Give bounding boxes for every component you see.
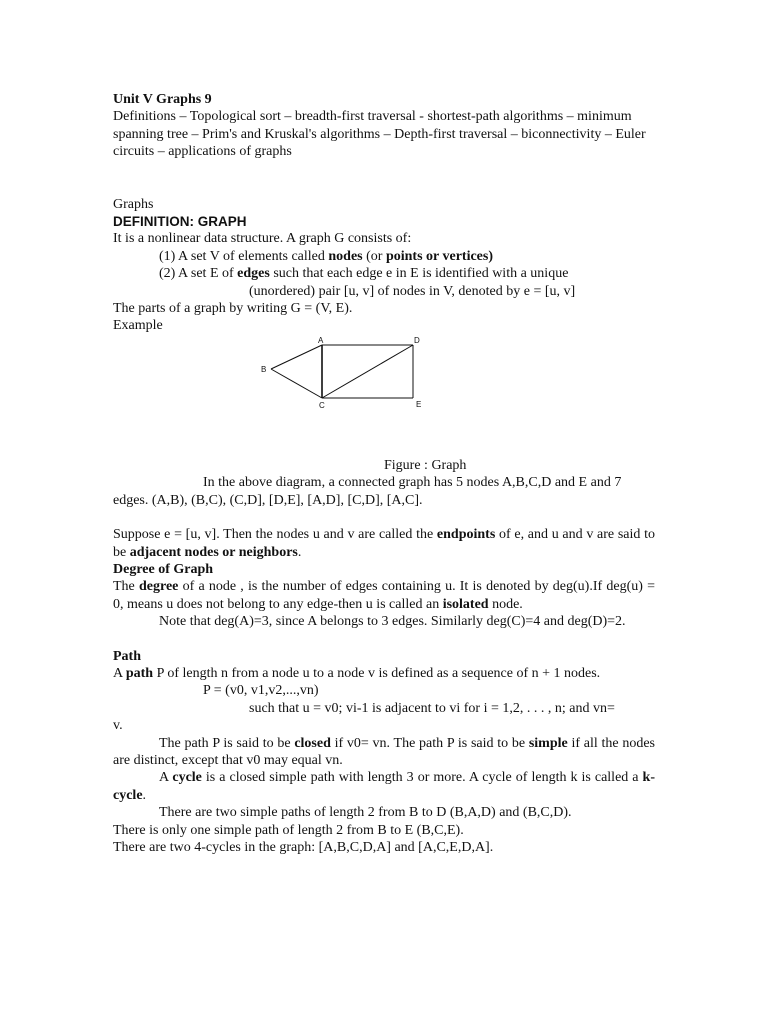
- unit-title: Unit V Graphs 9: [113, 92, 212, 107]
- node-label-a: A: [318, 335, 324, 345]
- definition-heading: DEFINITION: GRAPH: [113, 214, 247, 230]
- graph-diagram: [258, 335, 438, 415]
- closed-paragraph: The path P is said to be closed if v0= vn. The path P is said to be simple if all the nodes are distinct, except that v0 may equal vn.: [113, 735, 656, 768]
- node-label-c: C: [319, 400, 325, 410]
- degree-note: Note that deg(A)=3, since A belongs to 3 edges. Similarly deg(C)=4 and deg(D)=2.: [159, 614, 626, 630]
- node-label-b: B: [261, 364, 267, 374]
- list-item-2: (2) A set E of edges such that each edge e in E is identified with a unique: [159, 266, 569, 282]
- edge-b-c: [271, 369, 322, 398]
- list-item-2-continued: (unordered) pair [u, v] of nodes in V, denoted by e = [u, v]: [249, 283, 576, 299]
- parts-text: The parts of a graph by writing G = (V, E).: [113, 301, 353, 317]
- node-label-e: E: [416, 399, 422, 409]
- path-heading: Path: [113, 648, 141, 664]
- four-cycles-text: There are two 4-cycles in the graph: [A,B,C,D,A] and [A,C,E,D,A].: [113, 840, 494, 855]
- list-item-1: (1) A set V of elements called nodes (or points or vertices): [159, 248, 494, 264]
- degree-paragraph: The degree of a node , is the number of edges containing u. It is denoted by deg(u).If deg(u) = 0, means u does not belong to any edge-then u is called an isolated node.: [113, 579, 656, 612]
- section-label: Graphs: [113, 196, 154, 212]
- diagram-text-1: In the above diagram, a connected graph has 5 nodes A,B,C,D and E and 7: [203, 475, 622, 491]
- example-label: Example: [113, 318, 163, 334]
- graph-figure: [113, 335, 655, 457]
- two-paths-text: There are two simple paths of length 2 from B to D (B,A,D) and (B,C,D).: [159, 805, 572, 821]
- intro-text: It is a nonlinear data structure. A graph G consists of:: [113, 231, 412, 247]
- path-formula: P = (v0, v1,v2,...,vn): [203, 683, 319, 699]
- path-definition: A path P of length n from a node u to a node v is defined as a sequence of n + 1 nodes.: [113, 665, 601, 681]
- path-condition: such that u = v0; vi-1 is adjacent to vi for i = 1,2, . . . , n; and vn=: [249, 700, 615, 716]
- endpoints-paragraph: Suppose e = [u, v]. Then the nodes u and v are called the endpoints of e, and u and v are said to be adjacent nodes or neighbors.: [113, 527, 655, 560]
- edge-a-b: [271, 345, 322, 369]
- edge-c-d: [322, 345, 413, 398]
- diagram-text-2: edges. (A,B), (B,C), (C,D], [D,E], [A,D], [C,D], [A,C].: [113, 492, 423, 508]
- document-page: [113, 91, 655, 856]
- cycle-paragraph: A cycle is a closed simple path with length 3 or more. A cycle of length k is called a k-cycle.: [113, 770, 655, 803]
- path-condition-end: v.: [113, 718, 123, 734]
- syllabus: Definitions – Topological sort – breadth-first traversal - shortest-path algorithms – minimum spanning tree – Prim's and Kruskal's algorithms – Depth-first traversal – biconnectivity – Euler circuits – applications of graphs: [113, 109, 646, 160]
- figure-caption: Figure : Graph: [384, 457, 467, 473]
- degree-heading: Degree of Graph: [113, 561, 214, 577]
- node-label-d: D: [414, 335, 420, 345]
- one-path-text: There is only one simple path of length 2 from B to E (B,C,E).: [113, 822, 464, 838]
